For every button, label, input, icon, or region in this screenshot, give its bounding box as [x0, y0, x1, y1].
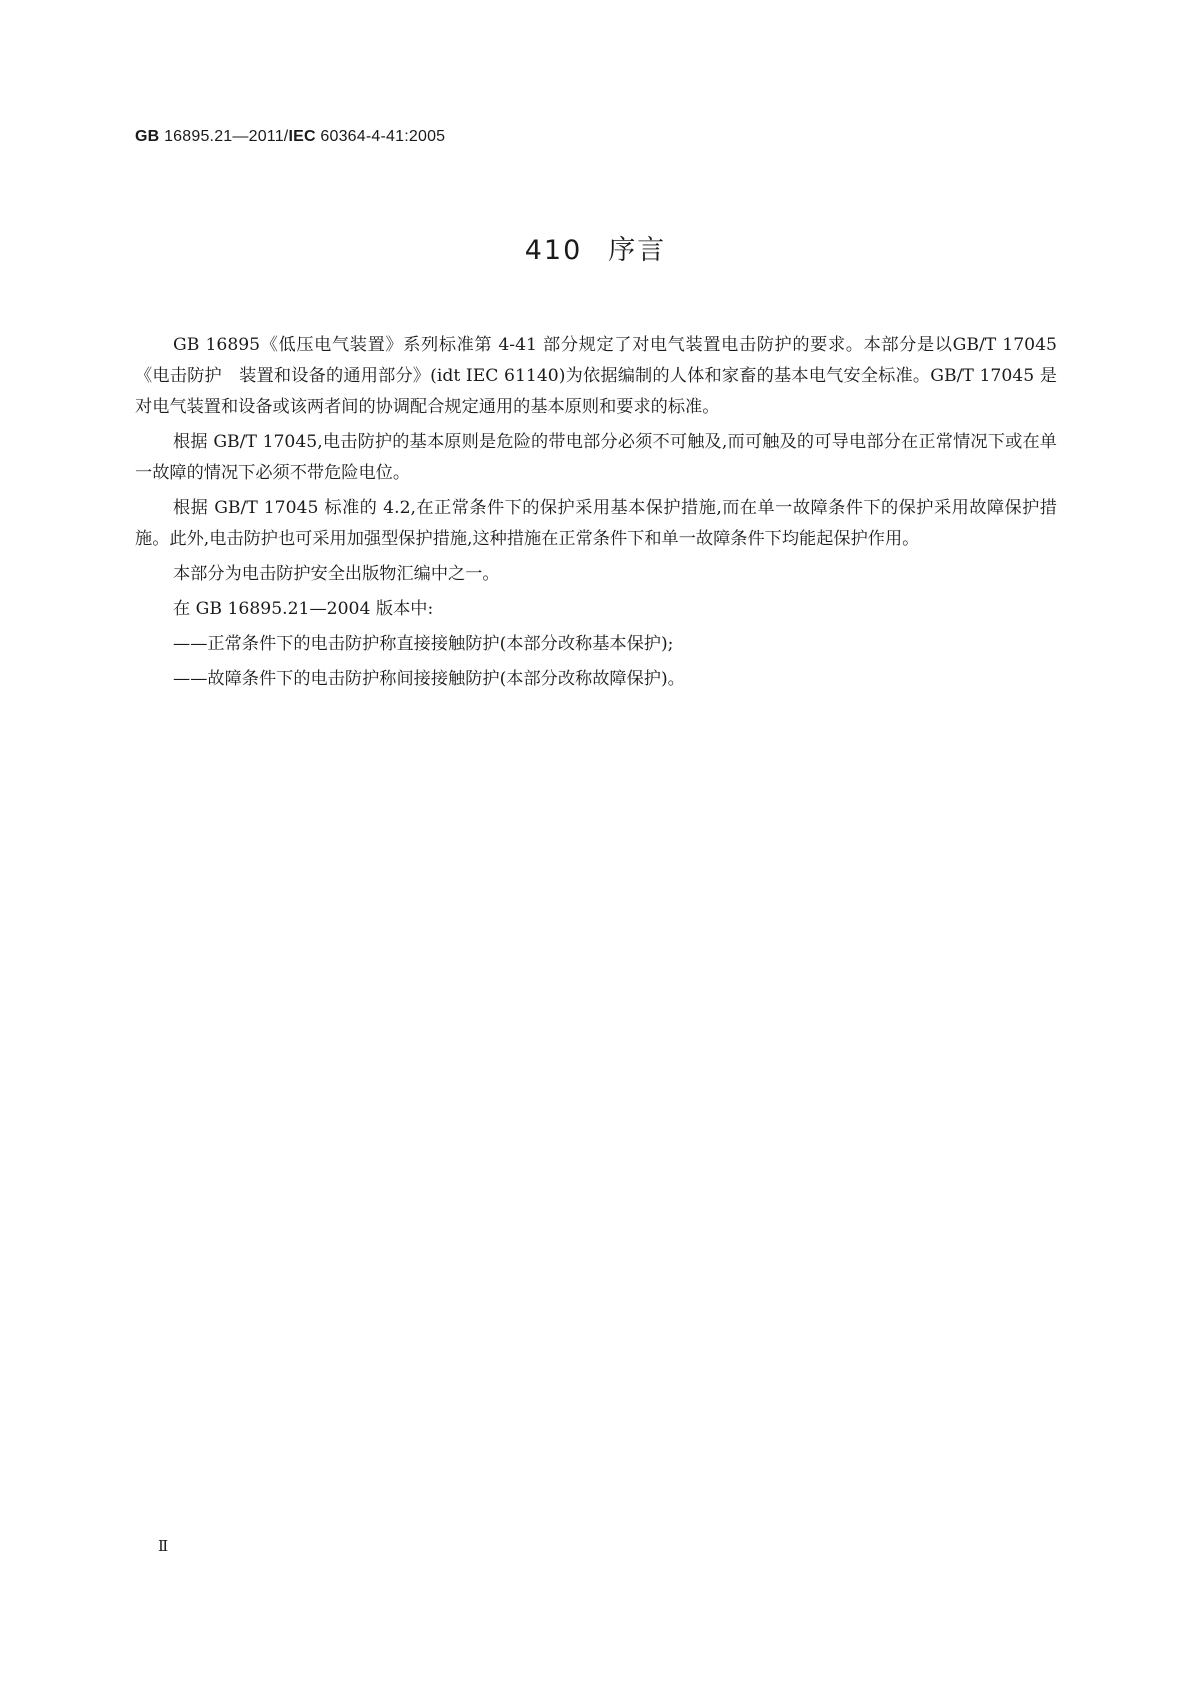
paragraph: 根据 GB/T 17045,电击防护的基本原则是危险的带电部分必须不可触及,而可触及的可导电部分在正常情况下或在单一故障的情况下必须不带危险电位。 — [135, 432, 1057, 483]
paragraph: 本部分为电击防护安全出版物汇编中之一。 — [173, 564, 500, 584]
standard-code-number: 16895.21—2011/ — [164, 128, 289, 145]
standard-code-header — [135, 128, 445, 146]
page-number: Ⅱ — [158, 1537, 169, 1555]
list-item: ——故障条件下的电击防护称间接接触防护(本部分改称故障保护)。 — [173, 669, 685, 689]
paragraph: 在 GB 16895.21—2004 版本中: — [173, 599, 434, 619]
paragraph: 根据 GB/T 17045 标准的 4.2,在正常条件下的保护采用基本保护措施,而在单一故障条件下的保护采用故障保护措施。此外,电击防护也可采用加强型保护措施,这种措施在正常条件下和单一故障条件下均能起保护作用。 — [135, 498, 1057, 549]
iec-code-prefix: IEC — [288, 128, 316, 145]
document-body — [135, 330, 1057, 699]
paragraph: GB 16895《低压电气装置》系列标准第 4-41 部分规定了对电气装置电击防护的要求。本部分是以GB/T 17045《电击防护 装置和设备的通用部分》(idt IEC 61140)为依据编制的人体和家畜的基本电气安全标准。GB/T 17045 是对电气装置和设备或该两者间的协调配合规定通用的基本原则和要求的标准。 — [135, 335, 1057, 417]
section-heading — [0, 228, 1191, 267]
section-number: 410 — [524, 235, 583, 266]
iec-code-number: 60364-4-41:2005 — [320, 128, 446, 145]
section-title: 序言 — [608, 235, 667, 266]
list-item: ——正常条件下的电击防护称直接接触防护(本部分改称基本保护); — [173, 634, 674, 654]
standard-code-prefix: GB — [135, 128, 160, 145]
